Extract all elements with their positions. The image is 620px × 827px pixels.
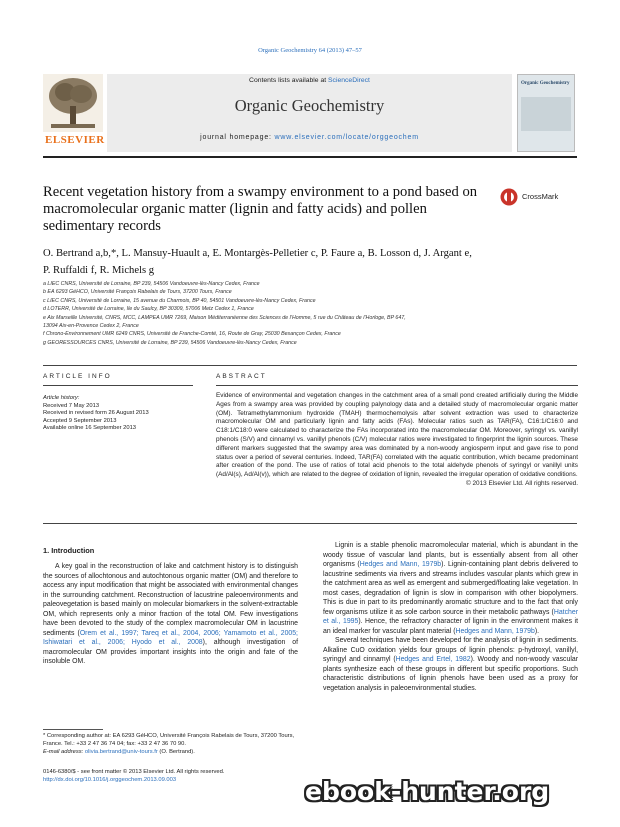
- citation-link[interactable]: Hedges and Ertel, 1982: [395, 656, 471, 663]
- citation-link[interactable]: Hedges and Mann, 1979b: [359, 561, 442, 568]
- article-history: [43, 395, 193, 433]
- history-label: Article history:: [43, 395, 80, 401]
- article-info-rule: [43, 385, 193, 386]
- cover-title: Organic Geochemistry: [521, 81, 570, 86]
- affiliation: b EA 6293 GéHCO, Université François Rabelais de Tours, 37200 Tours, France: [43, 289, 232, 296]
- article-info-heading: ARTICLE INFO: [43, 373, 112, 380]
- affiliations-divider: [43, 365, 577, 366]
- elsevier-tree-logo: [43, 74, 103, 152]
- abstract-rule: [216, 385, 578, 386]
- footnote-email-line: E-mail address: olivia.bertrand@univ-tours.fr (O. Bertrand).: [43, 748, 195, 755]
- affiliation: 13094 Aix-en-Provence Cedex 2, France: [43, 323, 139, 330]
- journal-banner: [107, 74, 512, 152]
- citation-link[interactable]: Orem et al., 1997; Tareq et al., 2004, 2006; Yamamoto et al., 2005; Ishiwatari et al., 2006; Hyodo et al., 2008: [43, 629, 298, 646]
- introduction-heading: 1. Introduction: [43, 546, 95, 555]
- abstract-divider: [43, 523, 577, 524]
- sciencedirect-link[interactable]: ScienceDirect: [328, 77, 370, 84]
- affiliation: e Aix Marseille Université, CNRS, MCC, LAMPEA UMR 7269, Maison Méditerranéenne des Sciences de l’Homme, 5 rue du Château de l’Horloge, BP 647,: [43, 314, 406, 321]
- crossmark-badge[interactable]: [500, 188, 580, 206]
- history-received: Received 7 May 2013: [43, 402, 100, 409]
- author-list: [43, 245, 578, 279]
- citation-link[interactable]: Hedges and Mann, 1979b: [455, 627, 535, 635]
- email-link[interactable]: olivia.bertrand@univ-tours.fr: [84, 748, 158, 755]
- cover-image: [521, 97, 571, 131]
- journal-header: [43, 74, 577, 152]
- history-online: Available online 16 September 2013: [43, 425, 137, 432]
- crossmark-icon: [500, 188, 518, 206]
- intro-paragraph-2: Lignin is a stable phenolic macromolecular material, which is abundant in the woody tissue of vascular land plants, but is essentially absent from all other organisms (Hedges and Mann, 1979b). Lignin-containing plant debris delivered to lacustrine sediments via rivers and streams includes vascular plants which grew in the catchment area as well as emergent and submerged/floating lake vegetation. In most cases, degradation of lignin is slow in comparison with other biopolymers. This is due in part to its predominantly aromatic structure and to the fact that only few organisms utilize it as sole carbon source in their metabolic pathways (Hatcher et al., 1995). Hence, the refractory character of lignin in the environment makes it an ideal marker for vascular plant material (Hedges and Mann, 1979b).: [323, 542, 578, 635]
- crossmark-label: CrossMark: [522, 192, 559, 201]
- article-title: Recent vegetation history from a swampy environment to a pond based on macromolecular organic matter (lignin and fatty acids) and pollen sedimentary records: [43, 184, 478, 234]
- history-revised: Received in revised form 26 August 2013: [43, 410, 149, 417]
- affiliation: f Chrono-Environnement UMR 6249 CNRS, Université de Franche-Comté, 16, Route de Gray, 25030 Besançon Cedex, France: [43, 331, 341, 338]
- header-divider: [43, 156, 577, 158]
- left-column: [43, 562, 298, 667]
- contents-line: Contents lists available at ScienceDirect: [249, 77, 370, 84]
- affiliation: g GEORESSOURCES CNRS, Université de Lorraine, BP 239, 54506 Vandoeuvre-lès-Nancy Cedex, France: [43, 339, 297, 346]
- footnote-rule: [43, 729, 103, 730]
- homepage-link[interactable]: www.elsevier.com/locate/orggeochem: [274, 134, 419, 141]
- intro-paragraph-1: A key goal in the reconstruction of lake and catchment history is to distinguish the sources of allochtonous and autochtonous organic matter (OM) and therefore to access any input modification that might be associated with environmental changes in the surrounding catchment. Reconstruction of lacustrine paleoenvironments and paleovegetation is based mainly on molecular biomarkers in the solvent-extractable OM, which represents only a minor fraction of the total OM. Few investigations have been devoted to the study of the complex macromolecular OM in lacustrine sediments (Orem et al., 1997; Tareq et al., 2004, 2006; Yamamoto et al., 2005; Ishiwatari et al., 2006; Hyodo et al., 2008), although investigation of macromolecular OM provides important insights into the origin and fate of the insoluble OM.: [43, 563, 299, 665]
- elsevier-wordmark: ELSEVIER: [45, 134, 105, 146]
- abstract-text: Evidence of environmental and vegetation changes in the catchment area of a small pond created artificially during the Middle Ages from a swampy area was provided by coupling palynology data and a detailed study of macromolecular organic matter (OM). Tetramethylammonium hydroxide (TMAH) thermochemolysis after solvent extraction was used to characterize macromolecular OM and particularly lignin and fatty acids (FAs). Molecular ratios such as TAR(FA), C16:1/C16:0 and C18:1/C18:0 were calculated to characterize the FAs incorporated into the macromolecular OM. Moreover, syringyl vs. vanillyl phenols (S/V) and cinnamyl vs. vanillyl phenols (C/V) molecular ratios were investigated to fingerprint the lignin sources. These different markers suggested that the swampy area was dominated by a non-woody angiosperm input and gave rise to pond status over a period of several centuries. Indeed, TAR(FA) correlated with the aquatic contribution, which became predominant after creation of the pond. The use of ratios of total acid phenols to the total aldehyde phenols of syringyl or vanillyl units (Ad/Al(s), Ad/Al(v)), which are related to the degree of oxidation of lignin, revealed the irregular operation of oxidative conditions.: [216, 392, 578, 479]
- journal-reference[interactable]: Organic Geochemistry 64 (2013) 47–57: [258, 47, 362, 54]
- issn-line: 0146-6380/$ - see front matter © 2013 Elsevier Ltd. All rights reserved.: [43, 769, 225, 775]
- journal-title[interactable]: Organic Geochemistry: [234, 96, 385, 115]
- corresponding-author-footnote: [43, 733, 301, 756]
- affiliations: [43, 280, 578, 347]
- publication-info: [43, 769, 301, 785]
- abstract-body: [216, 392, 578, 489]
- intro-paragraph-3: Several techniques have been developed for the analysis of lignin in sediments. Alkaline CuO oxidation yields four groups of lignin phenols: p-hydroxyl, vanillyl, syringyl and cinnamyl (Hedges and Ertel, 1982). Woody and non-woody vascular plants synthesize each of these groups in different but specific proportions. Such characteristic distributions of lignin phenols have been used as a proxy for vegetation analysis in paleoenvironmental studies.: [323, 637, 578, 692]
- citation-link[interactable]: Hatcher et al., 1995: [323, 608, 578, 625]
- abstract-copyright: © 2013 Elsevier Ltd. All rights reserved.: [466, 479, 578, 487]
- abstract-heading: ABSTRACT: [216, 373, 267, 380]
- doi-link[interactable]: http://dx.doi.org/10.1016/j.orggeochem.2013.09.003: [43, 776, 177, 783]
- journal-homepage: journal homepage: www.elsevier.com/locate/orggeochem: [200, 134, 419, 141]
- footnote-text: * Corresponding author at: EA 6293 GéHCO, Université François Rabelais de Tours, 37200 Tours, France. Tel.: +33 2 47 36 74 04; fax: +33 2 47 36 70 90.: [43, 733, 295, 747]
- right-column: [323, 541, 578, 693]
- watermark: ebook-hunter.org: [305, 777, 550, 806]
- affiliation: d LOTERR, Université de Lorraine, Ile du Saulcy, BP 30309, 57006 Metz Cedex 1, France: [43, 306, 254, 313]
- affiliation: c LIEC CNRS, Université de Lorraine, 15 avenue du Charmois, BP 40, 54501 Vandoeuvre-lès-Nancy Cedex, France: [43, 297, 316, 304]
- journal-cover-thumbnail[interactable]: [517, 74, 575, 152]
- history-accepted: Accepted 9 September 2013: [43, 417, 117, 424]
- authors-line-1[interactable]: O. Bertrand a,b,*, L. Mansuy-Huault a, E. Montargès-Pelletier c, P. Faure a, B. Losson d, J. Argant e,: [43, 248, 472, 259]
- affiliation: a LIEC CNRS, Université de Lorraine, BP 239, 54506 Vandoeuvre-lès-Nancy Cedex, France: [43, 281, 260, 287]
- authors-line-2[interactable]: P. Ruffaldi f, R. Michels g: [43, 265, 155, 276]
